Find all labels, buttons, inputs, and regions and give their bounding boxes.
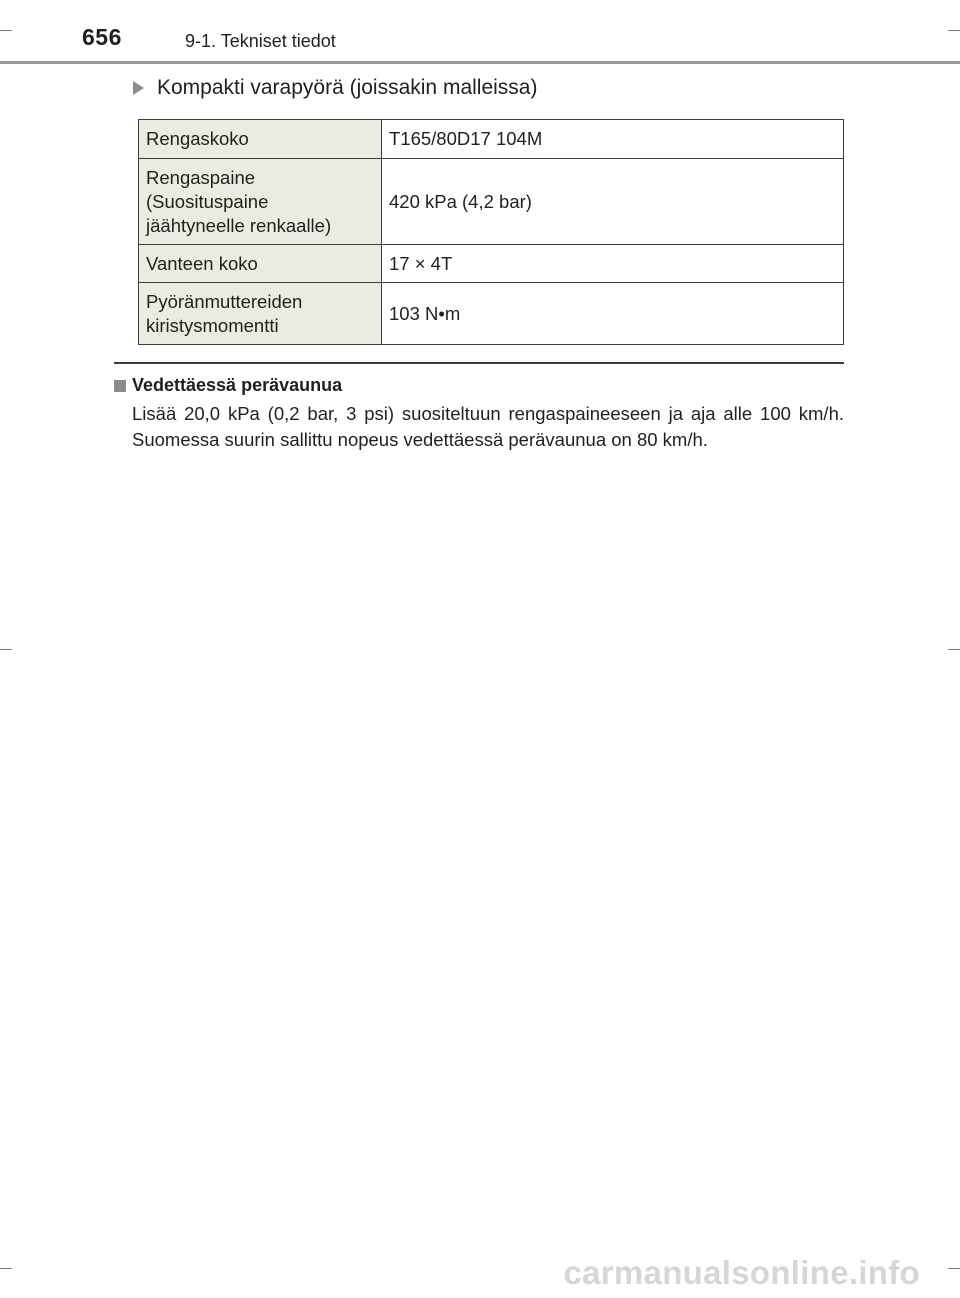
crop-mark-bottom-right — [948, 1268, 960, 1269]
table-row — [139, 159, 844, 245]
subheading-text: Kompakti varapyörä (joissakin malleissa) — [157, 76, 538, 99]
note-heading-text: Vedettäessä perävaunua — [132, 375, 343, 395]
crop-mark-top-right — [948, 30, 960, 31]
spec-label: Pyöränmuttereiden kiristysmomentti — [139, 283, 382, 345]
note-heading — [114, 375, 342, 396]
spec-label: Vanteen koko — [139, 245, 382, 283]
section-title: 9-1. Tekniset tiedot — [185, 31, 336, 51]
note-body: Lisää 20,0 kPa (0,2 bar, 3 psi) suositeltuun rengaspaineeseen ja aja alle 100 km/h. Suomessa suurin sallittu nopeus vedettäessä perävaunua on 80 km/h. — [132, 403, 844, 450]
spec-label: Rengaspaine (Suosituspaine jäähtyneelle renkaalle) — [139, 159, 382, 245]
table-row — [139, 283, 844, 345]
crop-mark-mid-right — [948, 649, 960, 650]
table-row — [139, 120, 844, 159]
square-bullet-icon — [114, 380, 126, 392]
triangle-bullet-icon — [133, 81, 144, 95]
spec-label: Rengaskoko — [139, 120, 382, 159]
spec-value: 17 × 4T — [382, 245, 844, 283]
header-rule — [0, 61, 960, 64]
spec-value: T165/80D17 104M — [382, 120, 844, 159]
spec-value: 420 kPa (4,2 bar) — [382, 159, 844, 245]
subheading — [133, 76, 537, 100]
note-rule — [114, 362, 844, 364]
watermark: carmanualsonline.info — [563, 1254, 920, 1291]
spare-tire-spec-table — [138, 119, 844, 345]
crop-mark-mid-left — [0, 649, 12, 650]
crop-mark-bottom-left — [0, 1268, 12, 1269]
table-row — [139, 245, 844, 283]
spec-value: 103 N•m — [382, 283, 844, 345]
page-number: 656 — [82, 24, 122, 50]
crop-mark-top-left — [0, 30, 12, 31]
